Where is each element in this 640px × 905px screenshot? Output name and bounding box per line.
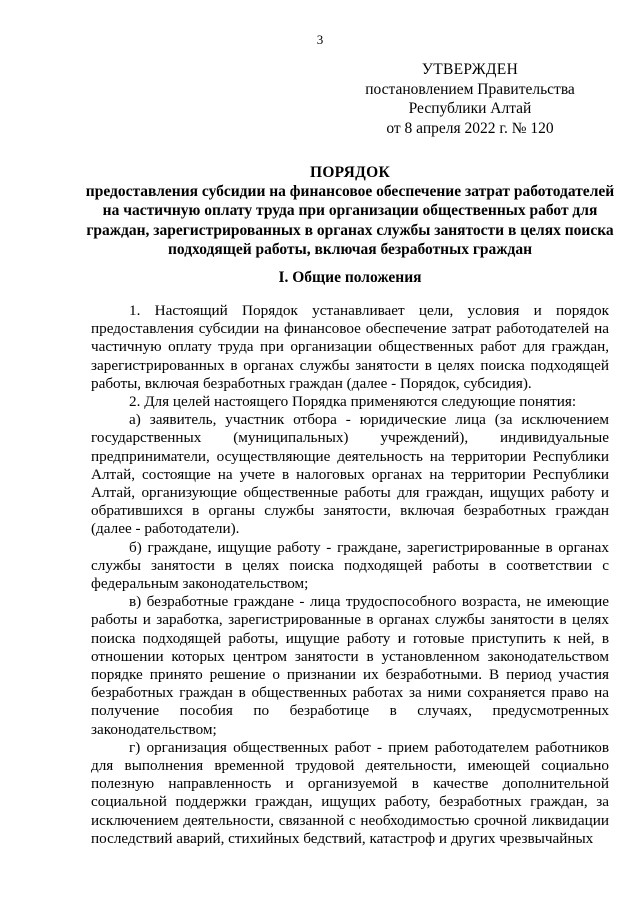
document-subtitle-line: на частичную оплату труда при организации общественных работ для <box>102 202 598 220</box>
document-heading: ПОРЯДОК <box>309 164 391 181</box>
document-subtitle-line: граждан, зарегистрированных в органах службы занятости в целях поиска <box>86 221 614 239</box>
approval-line: постановлением Правительства <box>365 80 575 98</box>
approval-line: от 8 апреля 2022 г. № 120 <box>386 119 554 137</box>
paragraph: б) граждане, ищущие работу - граждане, зарегистрированные в органах службы занятости в целях поиска подходящей работы в соответствии с федеральным законодательством; <box>91 538 609 593</box>
approval-block <box>360 60 580 138</box>
document-subtitle-line: подходящей работы, включая безработных граждан <box>167 240 533 258</box>
section-title: I. Общие положения <box>278 269 422 286</box>
paragraph: а) заявитель, участник отбора - юридические лица (за исключением государственных (муниципальных) учреждений), индивидуальные предприниматели, осуществляющие деятельность на территории Республики Алтай, состоящие на учете в налоговых органах на территории Республики Алтай, организующие общественные работы для граждан, ищущих работу и обратившихся в органы службы занятости, включая безработных граждан (далее - работодатели). <box>91 411 609 538</box>
paragraph: г) организация общественных работ - прием работодателем работников для выполнения временной трудовой деятельности, имеющей социально полезную направленность и организуемой в качестве дополнительной социальной поддержки граждан, ищущих работу, безработных граждан, за исключением деятельности, связанной с необходимостью срочной ликвидации последствий аварий, стихийных бедствий, катастроф и других чрезвычайных <box>91 738 609 847</box>
page-number: 3 <box>316 32 324 47</box>
document-title <box>85 163 615 259</box>
approval-stamp-heading: УТВЕРЖДЕН <box>421 61 519 78</box>
paragraph: в) безработные граждане - лица трудоспособного возраста, не имеющие работы и заработка, зарегистрированные в органах службы занятости в целях поиска подходящей работы, ищущие работу и готовые приступить к ней, в отношении которых центром занятости в установленном законодательством порядке принято решение о признании их безработными. В период участия безработных граждан в общественных работах за ними сохраняется право на получение пособия по безработице в случаях, предусмотренных законодательством; <box>91 593 609 738</box>
paragraph: 1. Настоящий Порядок устанавливает цели, условия и порядок предоставления субсидии на финансовое обеспечение затрат работодателей на частичную оплату труда при организации общественных работ для граждан, зарегистрированных в органах службы занятости в целях поиска подходящей работы, включая безработных граждан (далее - Порядок, субсидия). <box>91 302 609 392</box>
document-body <box>91 302 609 848</box>
approval-line: Республики Алтай <box>408 100 532 117</box>
paragraph: 2. Для целей настоящего Порядка применяются следующие понятия: <box>129 393 577 411</box>
document-subtitle-line: предоставления субсидии на финансовое обеспечение затрат работодателей <box>85 183 615 201</box>
